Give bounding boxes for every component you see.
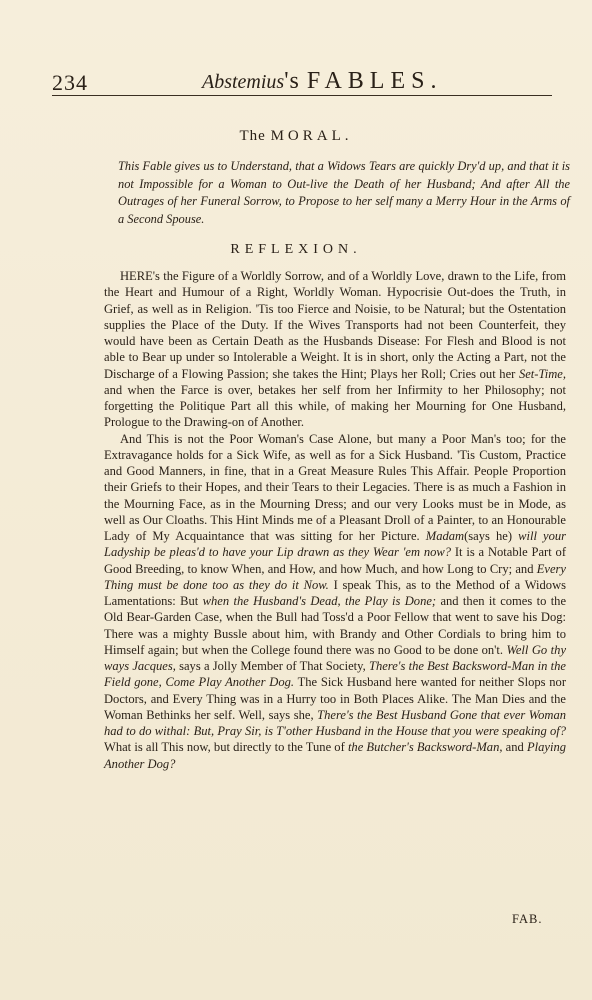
catchword: FAB. <box>512 912 543 926</box>
p1-text-a: HERE's the Figure of a Worldly Sorrow, and of a Worldly Love, drawn to the Life, from the Heart and Humour of a Right, Worldly Woman. Hypocrisie Out-does the Truth, in Grief, as well as in Religion. 'Tis too Fierce and Noisie, to be Natural; but the Ostentation supplies the Place of the Duty. If the Wives Transports had not been Counterfeit, they would have been as Certain Death as the Husbands Disease: For Flesh and Blood is not able to Bear up under so Intolerable a Weight. It is in short, only the Acting a Part, not the Discharge of a Flowing Passion; she takes the Hint; Plays her Roll; Cries out her <box>104 269 566 381</box>
moral-text: This Fable gives us to Understand, that a Widows Tears are quickly Dry'd up, and that it is not Impossible for a Woman to Out-live the Death of her Husband; And after All the Outrages of her Funeral Sorrow, to Propose to her self many a Merry Hour in the Arms of a Second Spouse. <box>118 159 570 226</box>
p2-text-c: (says he) <box>464 529 513 543</box>
moral-heading-prefix: The <box>239 128 266 144</box>
p2-italic-best-husband: There's the Best Husband Gone that ever Woman had to do withal: But, Pray Sir, is T'other Husband in the House that you were speaking of? <box>104 707 566 738</box>
p2-text-i: and then it comes to the Old Bear-Garden Case, when the Bull had Toss'd a Poor Fellow that went to save his Dog: There was a mighty Bussle about him, with Brandy and Other Cordials to bring him to Himself again; but when the College found there was no Good to be done on't. <box>104 594 567 657</box>
p2-text-o: What is all This now, but directly to the Tune of <box>104 740 345 755</box>
running-title-fables: FABLES. <box>306 68 443 94</box>
p2-italic-play-done: when the Husband's Dead, the Play is Done; <box>202 594 437 608</box>
reflexion-heading: REFLEXION. <box>230 242 362 257</box>
moral-heading <box>0 128 592 145</box>
running-header <box>52 58 552 95</box>
p2-italic-butcher: the Butcher's Backsword-Man, <box>347 740 503 755</box>
p2-text-q: and <box>505 740 524 755</box>
p2-italic-madam: Madam <box>425 529 465 543</box>
page-number: 234 <box>52 70 88 95</box>
running-title <box>202 68 442 95</box>
p2-italic-another-dog: Playing Another Dog? <box>104 740 566 771</box>
p2-italic-every-thing: Every Thing must be done too as they do it Now. <box>104 561 566 592</box>
reflexion-body <box>104 268 566 772</box>
p2-text-k: says a Jolly Member of That Society, <box>179 659 366 673</box>
running-title-author: Abstemius <box>202 71 285 93</box>
p2-text-e: It is a Notable Part of Good Breeding, to know When, and How, and how Much, and how Long to Cry; and <box>104 545 566 576</box>
paragraph-2 <box>104 431 566 772</box>
paragraph-1 <box>104 268 566 431</box>
p2-italic-lip: will your Ladyship be pleas'd to have your Lip drawn as they Wear 'em now? <box>104 529 567 560</box>
p2-italic-jacques: Well Go thy ways Jacques, <box>104 642 567 673</box>
p2-text-g: I speak This, as to the Method of a Widows Lamentations: But <box>104 577 567 608</box>
header-rule <box>52 95 552 96</box>
moral-heading-word: MORAL. <box>270 128 353 144</box>
p1-italic-set-time: Set-Time, <box>518 366 566 381</box>
p2-italic-backsword: There's the Best Backsword-Man in the Field gone, Come Play Another Dog. <box>104 659 566 690</box>
running-title-possessive: 's <box>284 68 300 94</box>
p2-text-a: And This is not the Poor Woman's Case Alone, but many a Poor Man's too; for the Extravagance holds for a Sick Wife, as well as for a Sick Husband. 'Tis Custom, Practice and Good Manners, in fine, that in a Great Measure Rules This Affair. People Proportion their Griefs to their Hopes, and their Tears to their Legacies. There is as much a Fashion in the Mourning Face, as in the Mourning Dress; and our very Looks must be in Mode, as well as Our Cloaths. This Hint Minds me of a Pleasant Droll of a Painter, to an Honourable Lady of My Acquaintance that was sitting for her Picture. <box>104 431 566 543</box>
p1-text-c: and when the Farce is over, betakes her self from her Infirmity to her Philosophy; not forgetting the Politique Part all this while, of making her Mourning for One Husband, Prologue to the Drawing-on of Another. <box>104 382 566 430</box>
p2-text-m: The Sick Husband here wanted for neither Slops nor Doctors, and Every Thing was in a Hurry too in Both Places Alike. The Man Dies and the Woman Bethinks her self. Well, says she, <box>104 675 566 722</box>
